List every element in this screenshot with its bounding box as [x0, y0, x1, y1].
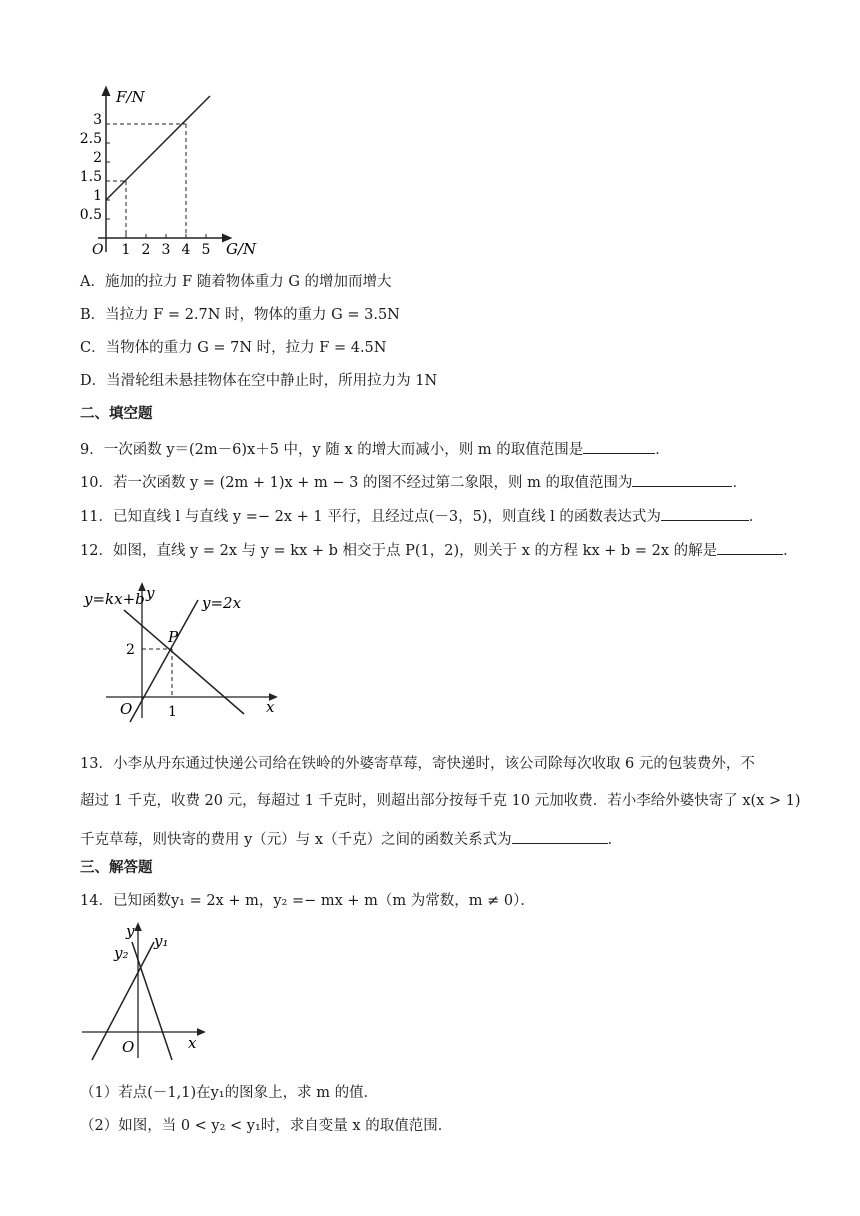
y-tick-label: 0.5 — [79, 207, 102, 223]
question-14-part-2: （2）如图，当 0 < y₂ < y₁时，求自变量 x 的取值范围． — [80, 1118, 453, 1134]
x-tick-label: 1 — [168, 704, 177, 720]
x-tick-label: 4 — [181, 242, 191, 258]
question-13-text: 千克草莓，则快寄的费用 y（元）与 x（千克）之间的函数关系式为 — [80, 832, 512, 848]
question-9 — [80, 437, 670, 460]
question-12 — [80, 538, 798, 561]
y-axis-label: y — [146, 584, 155, 602]
answer-blank[interactable] — [717, 538, 783, 555]
question-11-end: ． — [748, 509, 764, 525]
question-11-text: 11．已知直线 l 与直线 y =− 2x + 1 平行，且经过点(－3，5)，则直线 l 的函数表达式为 — [80, 509, 661, 525]
line-2x-label: y=2x — [202, 594, 242, 612]
question-14-part-1: （1）若点(－1,1)在y₁的图象上，求 m 的值． — [80, 1085, 379, 1101]
origin-label: O — [122, 1038, 135, 1056]
function-graph-y1-y2 — [78, 920, 208, 1065]
force-weight-graph — [78, 82, 278, 267]
answer-blank[interactable] — [583, 437, 655, 454]
question-9-end: ． — [655, 442, 670, 458]
answer-blank[interactable] — [632, 470, 732, 487]
x-axis-label: G/N — [226, 240, 257, 258]
question-10-text: 10．若一次函数 y = (2m + 1)x + m − 3 的图不经过第二象限，则 m 的取值范围为 — [80, 475, 633, 491]
origin-label: O — [120, 700, 133, 718]
x-axis-label: x — [188, 1034, 197, 1052]
y-tick-label: 1.5 — [79, 169, 102, 185]
intersecting-lines-graph — [78, 580, 288, 725]
x-axis-label: x — [266, 698, 275, 716]
option-c: C．当物体的重力 G = 7N 时，拉力 F = 4.5N — [80, 340, 387, 356]
question-10 — [80, 470, 747, 493]
section-title-solve: 三、解答题 — [80, 860, 153, 876]
data-line — [106, 96, 210, 200]
section-title-fill-in: 二、填空题 — [80, 406, 153, 422]
y1-label: y₁ — [154, 932, 169, 950]
x-tick-label: 5 — [201, 242, 211, 258]
y-tick-label: 3 — [93, 112, 102, 128]
option-b: B．当拉力 F = 2.7N 时，物体的重力 G = 3.5N — [80, 307, 400, 323]
point-label: P — [168, 628, 179, 646]
question-13-line-1: 13．小李从丹东通过快递公司给在铁岭的外婆寄草莓，寄快递时，该公司除每次收取 6 元的包装费外，不 — [80, 756, 755, 772]
question-13-line-2: 超过 1 千克，收费 20 元，每超过 1 千克时，则超出部分按每千克 10 元加收费．若小李给外婆快寄了 x(x > 1) — [80, 793, 801, 809]
origin-label: O — [92, 242, 104, 258]
y-tick-label: 2 — [126, 642, 135, 658]
y2-label: y₂ — [114, 944, 129, 962]
question-9-text: 9．一次函数 y＝(2m－6)x＋5 中，y 随 x 的增大而减小，则 m 的取值范围是 — [80, 442, 584, 458]
line-kxb-label: y=kx+b — [84, 590, 145, 608]
x-tick-label: 2 — [141, 242, 151, 258]
question-13-line-3 — [80, 827, 622, 850]
question-10-end: ． — [732, 475, 747, 491]
question-12-text: 12．如图，直线 y = 2x 与 y = kx + b 相交于点 P(1，2)，则关于 x 的方程 kx + b = 2x 的解是 — [80, 543, 718, 559]
line-y-2x — [130, 600, 198, 722]
y-tick-label: 1 — [93, 188, 102, 204]
answer-blank[interactable] — [661, 504, 749, 521]
option-a: A．施加的拉力 F 随着物体重力 G 的增加而增大 — [80, 274, 392, 290]
x-tick-label: 1 — [121, 242, 131, 258]
question-14: 14．已知函数y₁ = 2x + m，y₂ =− mx + m（m 为常数，m ≠ 0）． — [80, 893, 535, 909]
y-tick-label: 2.5 — [79, 131, 102, 147]
y-tick-label: 2 — [93, 150, 102, 166]
question-12-end: ． — [783, 543, 798, 559]
question-11 — [80, 504, 763, 527]
option-d: D．当滑轮组未悬挂物体在空中静止时，所用拉力为 1N — [80, 373, 438, 389]
question-13-end: ． — [607, 832, 623, 848]
x-tick-label: 3 — [161, 242, 171, 258]
y-axis-label: F/N — [116, 88, 145, 106]
answer-blank[interactable] — [512, 827, 608, 844]
y-axis-label: y — [126, 922, 135, 940]
